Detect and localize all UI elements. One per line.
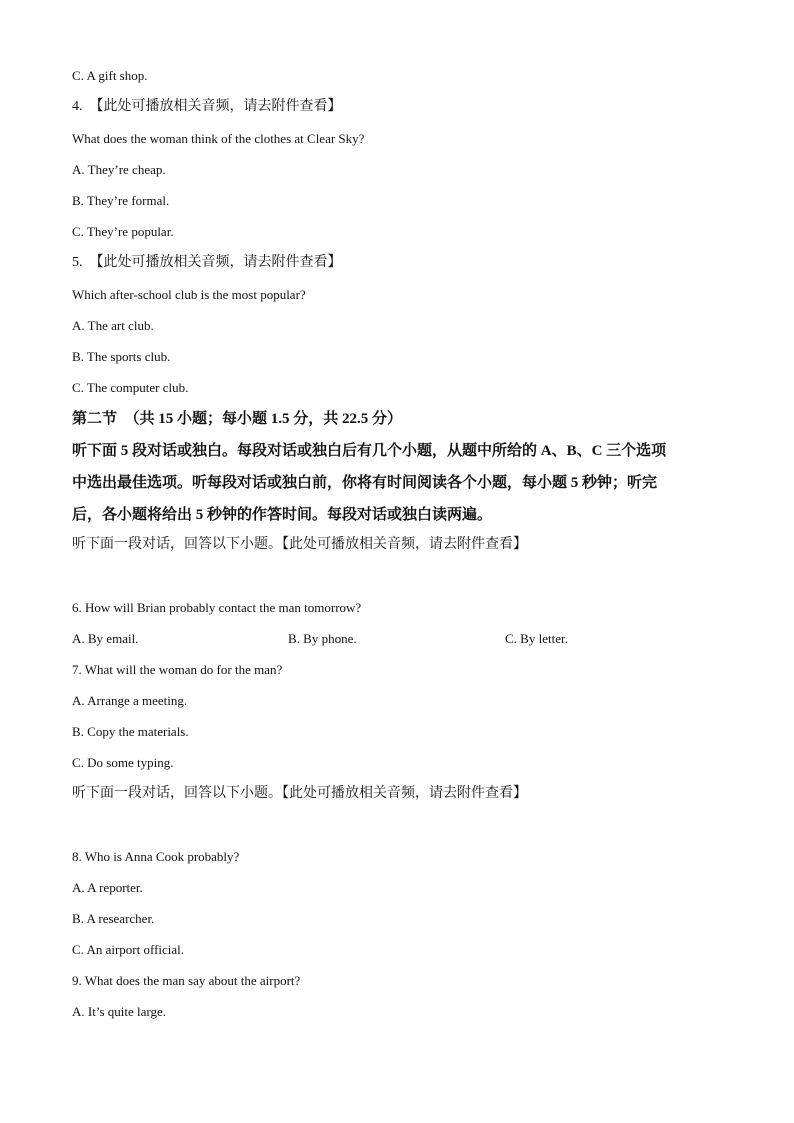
q5-audio-note: 5. 【此处可播放相关音频，请去附件查看】 — [72, 255, 342, 270]
q5-option-b: B. The sports club. — [72, 349, 171, 364]
q9-question: 9. What does the man say about the airport? — [72, 973, 301, 988]
q4-option-c: C. They’re popular. — [72, 224, 174, 239]
listen-note-1: 听下面一段对话，回答以下小题。【此处可播放相关音频，请去附件查看】 — [72, 537, 527, 552]
listen-note-2: 听下面一段对话，回答以下小题。【此处可播放相关音频，请去附件查看】 — [72, 786, 527, 801]
q5-option-a: A. The art club. — [72, 318, 154, 333]
section2-instructions-line1: 听下面 5 段对话或独白。每段对话或独白后有几个小题，从题中所给的 A、B、C 三个选项 — [72, 443, 667, 459]
q6-question: 6. How will Brian probably contact the man tomorrow? — [72, 600, 362, 615]
section2-heading: 第二节 （共 15 小题；每小题 1.5 分，共 22.5 分） — [72, 411, 403, 427]
q6-option-c: C. By letter. — [505, 631, 568, 646]
q7-option-b: B. Copy the materials. — [72, 724, 189, 739]
q4-question: What does the woman think of the clothes at Clear Sky? — [72, 131, 365, 146]
q7-option-c: C. Do some typing. — [72, 755, 174, 770]
q4-option-b: B. They’re formal. — [72, 193, 170, 208]
q5-question: Which after-school club is the most popular? — [72, 287, 306, 302]
q7-option-a: A. Arrange a meeting. — [72, 693, 188, 708]
q4-option-a: A. They’re cheap. — [72, 162, 166, 177]
q8-option-b: B. A researcher. — [72, 911, 155, 926]
q8-option-c: C. An airport official. — [72, 942, 185, 957]
q6-option-b: B. By phone. — [288, 631, 357, 646]
q3-option-c: C. A gift shop. — [72, 68, 148, 83]
q9-option-a: A. It’s quite large. — [72, 1004, 166, 1019]
q7-question: 7. What will the woman do for the man? — [72, 662, 283, 677]
q6-option-a: A. By email. — [72, 631, 139, 646]
q5-option-c: C. The computer club. — [72, 380, 189, 395]
q4-audio-note: 4. 【此处可播放相关音频，请去附件查看】 — [72, 99, 342, 114]
section2-instructions-line2: 中选出最佳选项。听每段对话或独白前，你将有时间阅读各个小题，每小题 5 秒钟；听完 — [72, 475, 658, 491]
q8-question: 8. Who is Anna Cook probably? — [72, 849, 240, 864]
section2-instructions-line3: 后，各小题将给出 5 秒钟的作答时间。每段对话或独白读两遍。 — [72, 507, 493, 523]
q8-option-a: A. A reporter. — [72, 880, 143, 895]
